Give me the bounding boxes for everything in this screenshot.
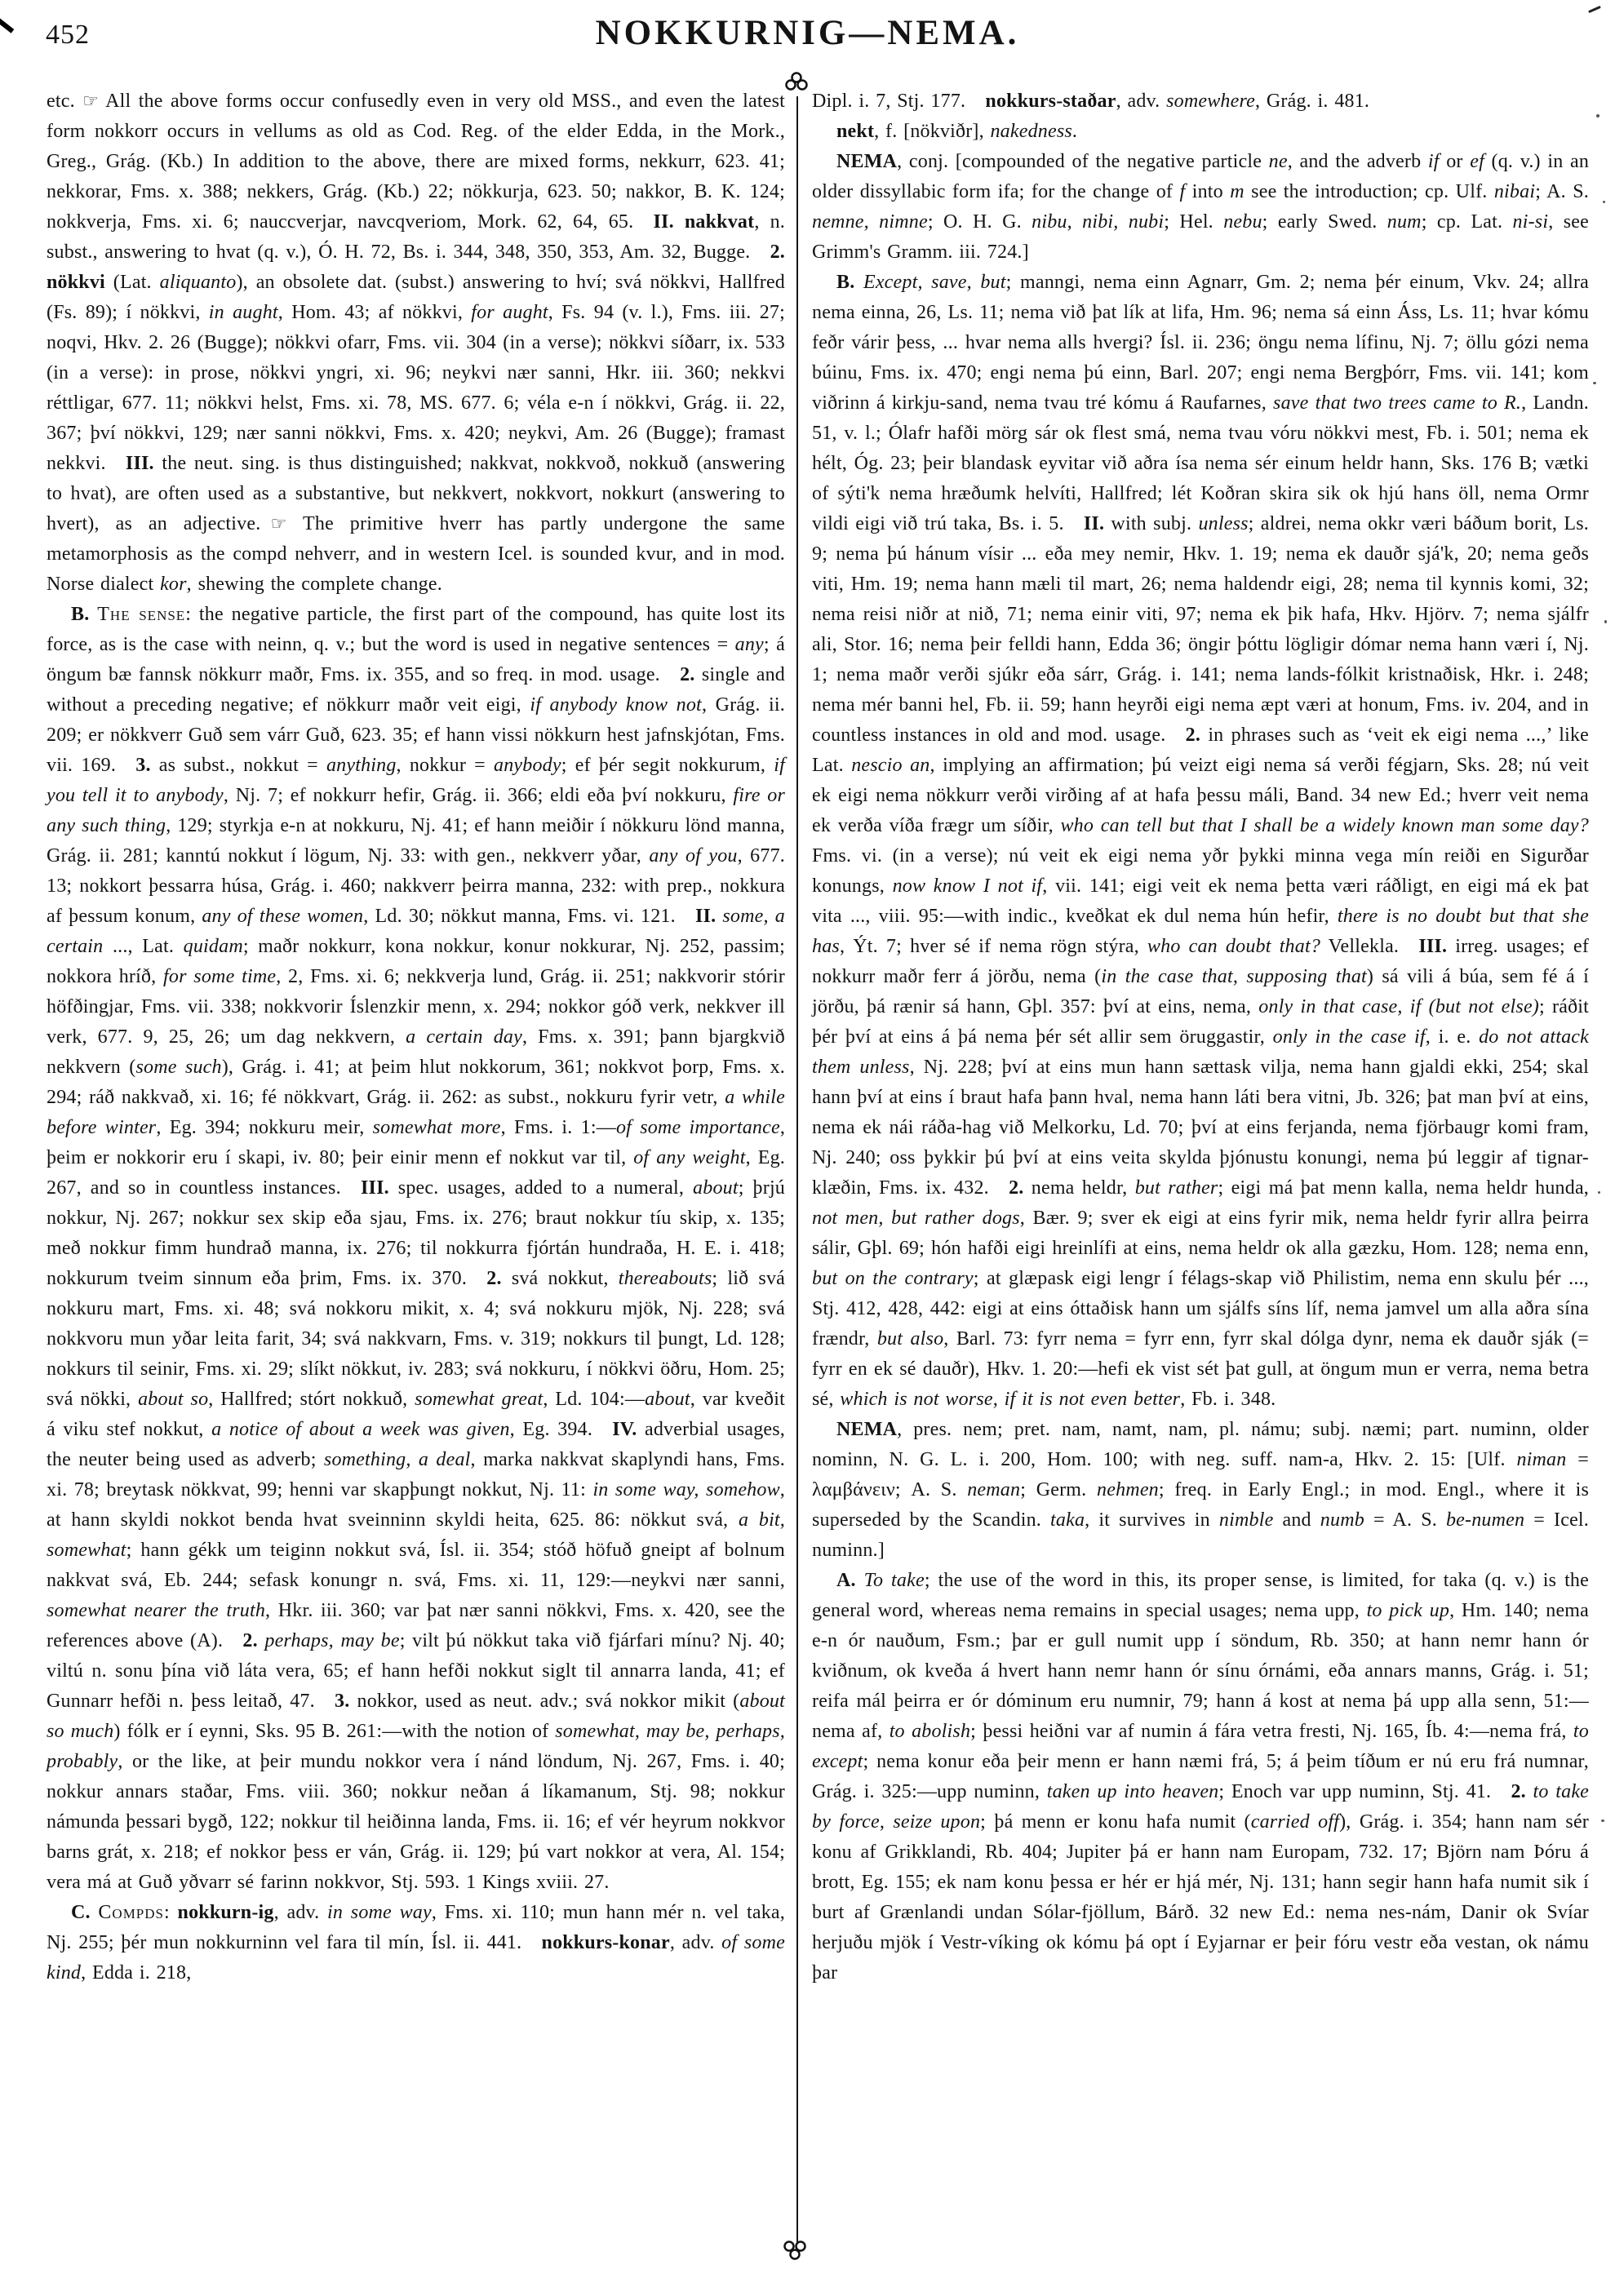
paragraph-section-c-compds: C. Compds: nokkurn-ig, adv. in some way, Fms. xi. 110; mun hann mér n. vel taka, Nj. 255; þér mun nokkurninn vel fara til mín, Ísl. ii. 441. nokkurs-konar, adv. of some kind, Edda i. 218, bbox=[47, 1902, 785, 1984]
paragraph-section-b-except: B. Except, save, but; manngi, nema einn Agnarr, Gm. 2; nema þér einum, Vkv. 24; allra nema einna, 26, Ls. 11; nema við þat lík at lifa, Hm. 96; nema sá einn Áss, Ls. 11; hvar kómu feðr várir þess, ... hvar nema alls hvergi? Ísl. ii. 236; öngu nema lífinu, Nj. 7; öllu gózi nema búinu, Fms. ix. 470; engi nema þú einn, Barl. 207; engi nema Bergþórr, Fms. vii. 141; kom viðrinn á kirkju-sand, nema tvau tré kómu á Raufarnes, save that two trees came to R., Landn. 51, v. l.; Ólafr hafði mörg sár ok flest smá, nema tvau vóru nökkvi mest, Fb. i. 501; nema ek hélt, Óg. 23; þeir blandask eyvitar við aðra ísa nema sér einum heldr hann, Sks. 176 B; vætki of sýti'k nema hræðumk helvíti, Hallfred; lét Koðran skira sik ok hjú hans öll, nema Ormr vildi eigi við trú taka, Bs. i. 5. II. with subj. unless; aldrei, nema okkr væri báðum borit, Ls. 9; nema þú hánum vísir ... eða mey nemir, Hkv. 1. 19; nema ek dauðr sjá'k, 20; nema geðs viti, Hm. 19; nema hann mæli til mart, 26; nema haldendr eigi, 28; nema til kynnis komi, 32; nema reisi niðr at nið, 71; nema einir viti, 97; nema ek þik hafa, Hkv. Hjörv. 7; nema sjálfr ali, Stor. 16; nema þeir felldi hann, Edda 36; öngir þóttu lögligir dómar nema hann væri í, Nj. 1; nema maðr verði sjúkr eða sárr, Grág. i. 141; nema lands-fólkit kristnaðisk, Hkr. i. 248; nema mér banni hel, Fb. ii. 59; hann heyrði eigi nema æpt væri at honum, Fms. iv. 204, and in countless instances in old and mod. usage. 2. in phrases such as ‘veit ek eigi nema ...,’ like Lat. nescio an, implying an affirmation; þú veizt eigi nema sá verði fégjarn, Sks. 28; nú veit ek eigi nema nökkurr verði virðing af at hafa þessu máli, Band. 34 new Ed.; hverr veit nema ek verða víða frægr um síðir, who can tell but that I shall be a widely known man some day? Fms. vi. (in a verse); nú veit ek eigi nema yðr þykki minna vega mín reiði en Sigurðar konungs, now know I not if, vii. 141; eigi veit ek nema þetta væri ráðligt, en eigi má ek þat vita ..., viii. 95:—with indic., kveðkat ek dul nema hún hefir, there is no doubt but that she has, Ýt. 7; hver sé if nema rögn stýra, who can doubt that? Vellekla. III. irreg. usages; ef nokkurr maðr ferr á jörðu, nema (in the case that, supposing that) sá vili á búa, sem fé á í jörðu, þá rænir sá hann, Gþl. 357: því at eins, nema, only in that case, if (but not else); ráðit þér því at eins á þá nema þér sét allir sem öruggastir, only in the case if, i. e. do not attack them unless, Nj. 228; því at eins mun hann sættask vilja, nema hann gjaldi ekki, 254; skal hann því at eins í braut hafa þann hval, nema hann láti bera vitni, Jb. 326; þat man því at eins, nema ek nái ráða-hag við Melkorku, Ld. 70; því at eins ferjanda, nema fjörbaugr komi fram, Nj. 240; oss þykkir þú því at eins veita skylda þjónustu konungi, nema þú leggir af tignar-klæðin, Fms. ix. 432. 2. nema heldr, but rather; eigi má þat menn kalla, nema heldr hunda, not men, but rather dogs, Bær. 9; sver ek eigi at eins fyrir mik, nema heldr fyrir allra þeirra sálir, Gþl. 69; hón hafði eigi hreinlífi at eins, nema heldr ok alla gæzku, Hom. 128; nema enn, but on the contrary; at glæpask eigi lengr í félags-skap við Philistim, nema enn skulu þér ..., Stj. 412, 428, 442: eigi at eins óttaðisk hann um sjálfs síns líf, nema jamvel um alla aðra sína frændr, but also, Barl. 73: fyrr nema = fyrr enn, fyrr skal dólga dynr, nema ek dauðr sják (= fyrr en ek sé dauðr), Hkv. 1. 20:—hefi ek vist sét þat gull, at öngum mun er verra, nema betra sé, which is not worse, if it is not even better, Fb. i. 348. bbox=[812, 272, 1590, 1410]
running-head: NOKKURNIG—NEMA. bbox=[595, 14, 1020, 52]
page-number: 452 bbox=[46, 20, 90, 50]
ink-speck bbox=[1596, 114, 1599, 117]
ink-speck bbox=[1598, 1191, 1600, 1194]
paragraph-section-a-to-take: A. To take; the use of the word in this, its proper sense, is limited, for taka (q. v.) is the general word, whereas nema remains in special usages; nema upp, to pick up, Hm. 140; nema e-n ór nauðum, Fsm.; þar er gull numit upp í söndum, Rb. 350; at hann nemr hann ór kviðnum, ok kveða á hvert hann nemr hann ór sínu órnámi, eða annars manns, Grág. i. 51; reifa mál þeirra er ór dóminum eru numnir, 79; hann á kost at nema þá upp alla senn, 51:—nema af, to abolish; þessi heiðni var af numin á fára vetra fresti, Nj. 165, Íb. 4:—nema frá, to except; nema konur eða þeir menn er hann næmi frá, 5; á þeim tíðum er nú eru frá numnar, Grág. i. 325:—upp numinn, taken up into heaven; Enoch var upp numinn, Stj. 41. 2. to take by force, seize upon; þá menn er konu hafa numit (carried off), Grág. i. 354; hann nam sér konu af Grikklandi, Rb. 404; Jupiter þá er hann nam Europam, 732. 17; Björn nam Þóru á brott, Eg. 155; ek nam konu þessa er hér er hjá mér, Nj. 131; hann segir hann hafa numit sik í burt af Grænlandi undan Sólar-fjöllum, Bárð. 32 new Ed.: nema nes-nám, Danir ok Svíar herjuðu mjök í Vestr-víking ok kómu þá opt í Eyjarnar er þeir fóru vestr eða vestan, ok námu þar bbox=[812, 1570, 1590, 1984]
divider-trefoil-ornament-top bbox=[782, 72, 811, 98]
left-column bbox=[47, 86, 785, 1988]
ink-speck bbox=[1604, 620, 1607, 623]
paragraph-section-b-the-sense: B. The sense: the negative particle, the first part of the compound, has quite lost its force, as is the case with neinn, q. v.; but the word is used in negative sentences = any; á öngum bæ fannsk nökkurr maðr, Fms. ix. 355, and so freq. in mod. usage. 2. single and without a preceding negative; ef nökkurr maðr veit eigi, if anybody know not, Grág. ii. 209; er nökkverr Guð sem várr Guð, 623. 35; ef hann vissi nökkurn hest jafnskjótan, Fms. vii. 169. 3. as subst., nokkut = anything, nokkur = anybody; ef þér segit nokkurum, if you tell it to anybody, Nj. 7; ef nokkurr hefir, Grág. ii. 366; eldi eða því nokkuru, fire or any such thing, 129; styrkja e-n at nokkuru, Nj. 41; ef hann meiðir í nökkuru lönd manna, Grág. ii. 281; kanntú nokkut í lögum, Nj. 33: with gen., nekkverr yðar, any of you, 677. 13; nokkort þessarra húsa, Grág. i. 460; nakkverr þeirra manna, 232: with prep., nokkura af þessum konum, any of these women, Ld. 30; nökkut manna, Fms. vi. 121. II. some, a certain ..., Lat. quidam; maðr nokkurr, kona nokkur, konur nokkurar, Nj. 252, passim; nokkora hríð, for some time, 2, Fms. xi. 6; nekkverja lund, Grág. ii. 251; nakkvorir stórir höfðingjar, Fms. vii. 338; nokkvorir Íslenzkir menn, x. 294; nokkor góð verk, nekkver ill verk, 677. 9, 25, 26; um dag nekkvern, a certain day, Fms. x. 391; þann bjargkvið nekkvern (some such), Grág. i. 41; at þeim hlut nokkorum, 361; nokkvot þorp, Fms. x. 294; ráð nakkvað, xi. 16; fé nökkvart, Grág. ii. 262: as subst., nokkuru fyrir vetr, a while before winter, Eg. 394; nokkuru meir, somewhat more, Fms. i. 1:—of some importance, þeim er nokkorir eru í skapi, iv. 80; þeir einir menn ef nokkut var til, of any weight, Eg. 267, and so in countless instances. III. spec. usages, added to a numeral, about; þrjú nokkur, Nj. 267; nokkur sex skip eða sjau, Fms. ix. 276; braut nokkur tíu skip, x. 135; með nokkur fimm hundrað manna, ix. 276; til nokkurra fjórtán hundraða, H. E. i. 418; nokkurum tveim sinnum eða þrim, Fms. ix. 370. 2. svá nokkut, thereabouts; lið svá nokkuru mart, Fms. xi. 48; svá nokkoru mikit, x. 4; svá nokkuru mjök, Nj. 228; svá nokkvoru mun yðar leita farit, 34; svá nakkvarn, Fms. v. 319; nokkurs til þungt, Ld. 128; nokkurs til seinir, Fms. xi. 29; slíkt nökkut, iv. 283; svá nokkuru, í nökkvi öðru, Hom. 25; svá nökki, about so, Hallfred; stórt nokkuð, somewhat great, Ld. 104:—about, var kveðit á viku stef nokkut, a notice of about a week was given, Eg. 394. IV. adverbial usages, the neuter being used as adverb; something, a deal, marka nakkvat skaplyndi hans, Fms. xi. 78; breytask nökkvat, 99; henni var skapþungt nokkut, Nj. 11: in some way, somehow, at hann skyldi nokkot benda hvat sveinninn skyldi heita, 625. 86: nökkut svá, a bit, somewhat; hann gékk um teiginn nokkut svá, Ísl. ii. 354; stóð höfuð gneipt af bolnum nakkvat svá, Eb. 244; sefask konungr n. svá, Fms. xi. 11, 129:—neykvi nær sanni, somewhat nearer the truth, Hkr. iii. 360; var þat nær sanni nökkvi, Fms. x. 420, see the references above (A). 2. perhaps, may be; vilt þú nökkut taka við fjárfari mínu? Nj. 40; viltú n. sonu þína við láta vera, 65; ef hann hefði nokkut siglt til annarra landa, 41; ef Gunnarr hefði n. þess leitað, 47. 3. nokkor, used as neut. adv.; svá nokkor mikit (about so much) fólk er í eynni, Sks. 95 B. 261:—with the notion of somewhat, may be, perhaps, probably, or the like, at þeir mundu nokkor vera í nánd löndum, Nj. 267, Fms. i. 40; nokkur annars staðar, Fms. viii. 360; nokkur neðan á líkamanum, Stj. 98; nokkur námunda þessari bygð, 122; nokkur til heiðinna landa, Fms. ii. 16; ef vér heyrum nokkvor barns grát, x. 218; ef nokkor þess er ván, Grág. ii. 129; þú vart nokkor at vera, Al. 154; vera má at Guð yðvarr sé farinn nokkvor, Stj. 593. 1 Kings xviii. 27. bbox=[47, 604, 786, 1893]
paragraph-nokkurs-stadar: Dipl. i. 7, Stj. 177. nokkurs-staðar, adv. somewhere, Grág. i. 481. bbox=[812, 91, 1370, 112]
paragraph-entry-nema-verb: NEMA, pres. nem; pret. nam, namt, nam, pl. námu; subj. næmi; part. numinn, older nominn, N. G. L. i. 200, Hom. 100; with neg. suff. nam-a, Hkv. 2. 15: [Ulf. niman = λαμβάνειν; A. S. neman; Germ. nehmen; freq. in Early Engl.; in mod. Engl., where it is superseded by the Scandin. taka, it survives in nimble and numb = A. S. be-numen = Icel. numinn.] bbox=[812, 1419, 1589, 1561]
right-column bbox=[812, 86, 1589, 1988]
ink-speck bbox=[1593, 382, 1596, 384]
ink-speck bbox=[1601, 1820, 1604, 1822]
pen-mark bbox=[1588, 6, 1601, 13]
divider-trefoil-ornament-bottom bbox=[780, 2239, 810, 2265]
column-divider-rule bbox=[796, 96, 798, 2242]
paragraph-entry-nema-conj: NEMA, conj. [compounded of the negative particle ne, and the adverb if or ef (q. v.) in an older dissyllabic form ifa; for the change of f into m see the introduction; cp. Ulf. nibai; A. S. nemne, nimne; O. H. G. nibu, nibi, nubi; Hel. nebu; early Swed. num; cp. Lat. ni-si, see Grimm's Gramm. iii. 724.] bbox=[812, 151, 1590, 263]
paragraph-entry-nekt: nekt, f. [nökviðr], nakedness. bbox=[836, 121, 1078, 142]
ink-speck bbox=[1603, 201, 1605, 203]
paragraph-continuation-nokkurr: etc. ☞ All the above forms occur confusedly even in very old MSS., and even the latest form nokkorr occurs in vellums as old as Cod. Reg. of the elder Edda, in the Mork., Greg., Grág. (Kb.) In addition to the above, there are mixed forms, nekkurr, 623. 41; nekkorar, Fms. x. 388; nekkers, Grág. (Kb.) 22; nökkurja, 623. 50; nakkor, B. K. 124; nokkverja, Fms. xi. 6; nauccverjar, navcqveriom, Mork. 62, 64, 65. II. nakkvat, n. subst., answering to hvat (q. v.), Ó. H. 72, Bs. i. 344, 348, 350, 353, Am. 32, Bugge. 2. nökkvi (Lat. aliquanto), an obsolete dat. (subst.) answering to hví; svá nökkvi, Hallfred (Fs. 89); í nökkvi, in aught, Hom. 43; af nökkvi, for aught, Fs. 94 (v. l.), Fms. iii. 27; noqvi, Hkv. 2. 26 (Bugge); nökkvi ofarr, Fms. vii. 304 (in a verse); nökkvi síðarr, ix. 533 (in a verse): in prose, nökkvi yngri, xi. 96; neykvi nær sanni, Hkr. iii. 360; nekkvi réttligar, 677. 11; nökkvi helst, Fms. xi. 78, MS. 677. 6; véla e-n í nökkvi, Grág. ii. 22, 367; því nökkvi, 129; nær sanni nökkvi, Fms. x. 420; neykvi, Am. 26 (Bugge); framast nekkvi. III. the neut. sing. is thus distinguished; nakkvat, nokkvoð, nokkuð (answering to hvat), are often used as a substantive, but nekkvert, nokkvort, nokkurt (answering to hvert), as an adjective. ☞ The primitive hverr has partly undergone the same metamorphosis as the compd nehverr, and in western Icel. is sounded kvur, and in mod. Norse dialect kor, shewing the complete change. bbox=[47, 91, 786, 595]
